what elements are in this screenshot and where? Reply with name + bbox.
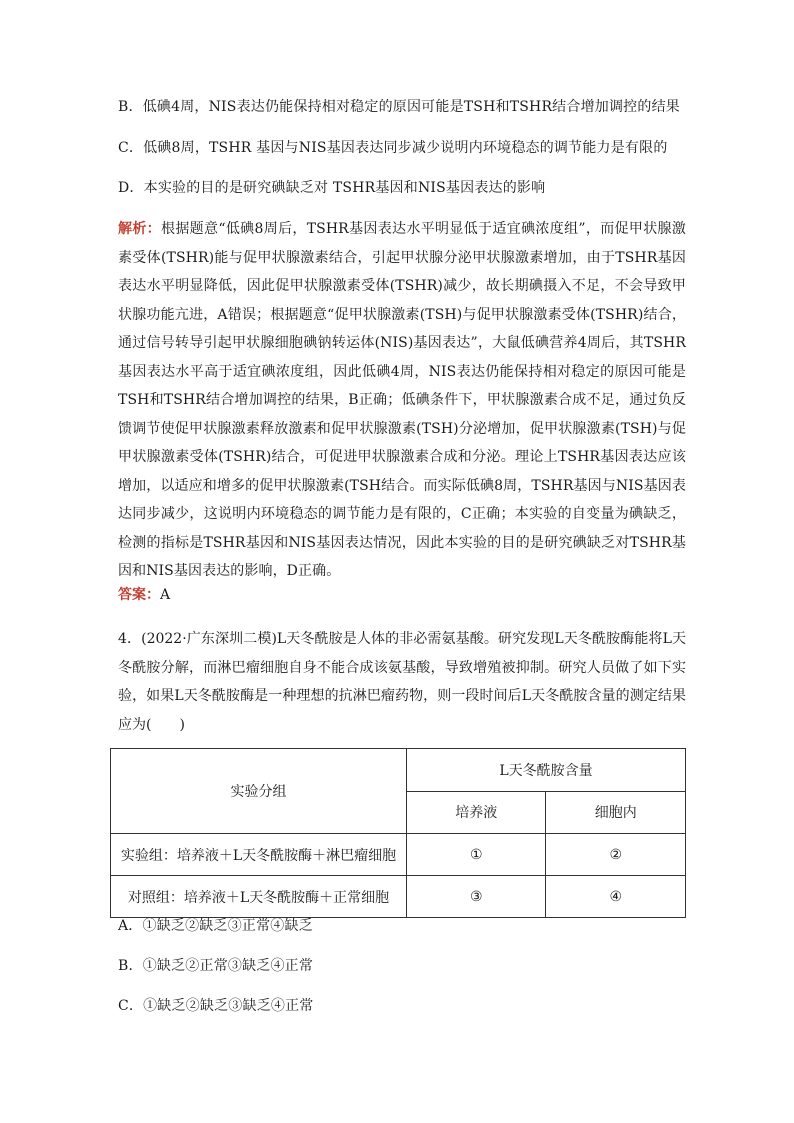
row-medium: ① — [407, 834, 546, 876]
option-c: C．低碘8周，TSHR 基因与NIS基因表达同步减少说明内环境稳态的调节能力是有限的 — [118, 140, 668, 156]
analysis-text: 根据题意“低碘8周后，TSHR基因表达水平明显低于适宜碘浓度组”，而促甲状腺激素受体(TSHR)能与促甲状腺激素结合，引起甲状腺分泌甲状腺激素增加，由于TSHR基因表达水平明显降低，因此促甲状腺激素受体(TSHR)减少，故长期碘摄入不足，不会导致甲状腺功能亢进，A错误；根据题意“促甲状腺激素(TSH)与促甲状腺激素受体(TSHR)结合，通过信号转导引起甲状腺细胞碘钠转运体(NIS)基因表达”，大鼠低碘营养4周后，其TSHR基因表达水平高于适宜碘浓度组，因此低碘4周，NIS表达仍能保持相对稳定的原因可能是TSH和TSHR结合增加调控的结果，B正确；低碘条件下，甲状腺激素合成不足，通过负反馈调节使促甲状腺激素释放激素和促甲状腺激素(TSH)分泌增加，促甲状腺激素(TSH)与促甲状腺激素受体(TSHR)结合，可促进甲状腺激素合成和分泌。理论上TSHR基因表达应该增加，以适应和增多的促甲状腺激素(TSH结合。而实际低碘8周，TSHR基因与NIS基因表达同步减少，这说明内环境稳态的调节能力是有限的，C正确；本实验的自变量为碘缺乏，检测的指标是TSHR基因和NIS基因表达情况，因此本实验的目的是研究碘缺乏对TSHR基因和NIS基因表达的影响，D正确。 — [118, 221, 686, 579]
group-header: 实验分组 — [111, 749, 407, 834]
answer-value: A — [160, 587, 171, 603]
question-4: 4．(2022·广东深圳二模)L天冬酰胺是人体的非必需氨基酸。研究发现L天冬酰胺酶能将L天冬酰胺分解，而淋巴瘤细胞自身不能合成该氨基酸，导致增殖被抑制。研究人员做了如下实验，如果L天冬酰胺酶是一种理想的抗淋巴瘤药物，则一段时间后L天冬酰胺含量的测定结果应为( ) — [118, 631, 686, 733]
answer-line — [118, 584, 170, 604]
experiment-table — [110, 748, 686, 918]
row-cell: ④ — [546, 876, 686, 918]
option-b: B．低碘4周，NIS表达仍能保持相对稳定的原因可能是TSH和TSHR结合增加调控的结果 — [118, 99, 680, 115]
row-cell: ② — [546, 834, 686, 876]
medium-header: 培养液 — [407, 791, 546, 834]
content-header: L天冬酰胺含量 — [407, 749, 686, 792]
option-a: A．①缺乏②缺乏③正常④缺乏 — [118, 918, 313, 934]
row-group: 实验组：培养液＋L天冬酰胺酶＋淋巴瘤细胞 — [111, 834, 407, 876]
answer-label: 答案： — [118, 587, 160, 603]
option-b-2: B．①缺乏②正常③缺乏④正常 — [118, 958, 314, 974]
row-group: 对照组：培养液＋L天冬酰胺酶＋正常细胞 — [111, 876, 407, 918]
table-row — [111, 834, 686, 876]
table-row — [111, 876, 686, 918]
cell-header: 细胞内 — [546, 791, 686, 834]
option-d: D．本实验的目的是研究碘缺乏对 TSHR基因和NIS基因表达的影响 — [118, 180, 546, 196]
analysis-label: 解析： — [118, 221, 162, 237]
row-medium: ③ — [407, 876, 546, 918]
analysis-paragraph — [118, 215, 686, 586]
option-c-2: C．①缺乏②缺乏③缺乏④正常 — [118, 998, 314, 1014]
